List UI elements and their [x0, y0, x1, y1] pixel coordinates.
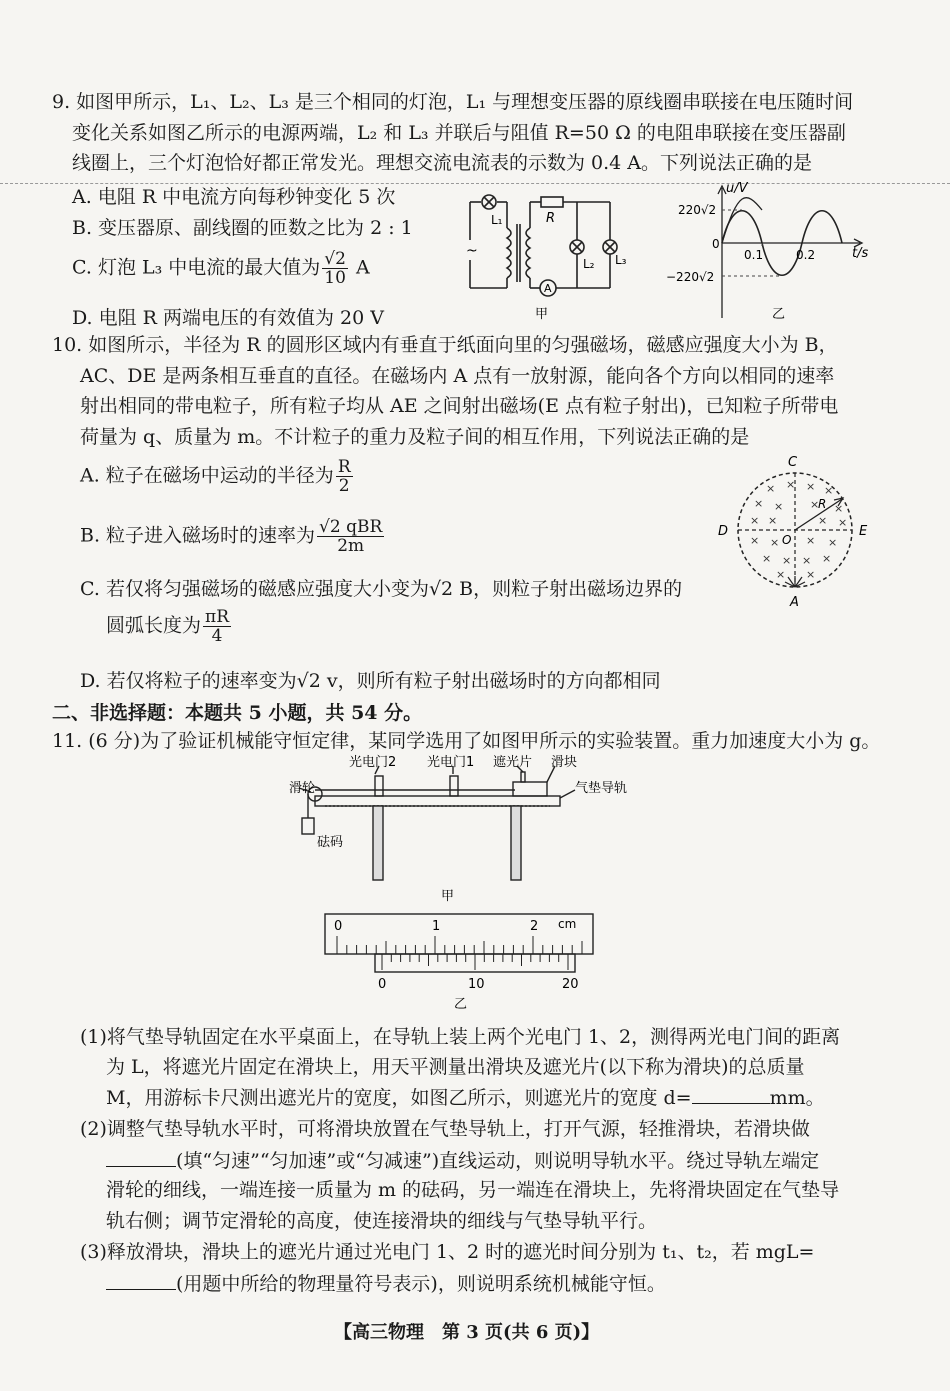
q9-voltage-graph [660, 180, 885, 325]
q10-option-c-fraction [203, 608, 231, 645]
answer-blank-width[interactable] [692, 1085, 770, 1104]
graph-caption: 乙 [772, 307, 786, 322]
svg-text:×: × [838, 516, 848, 529]
svg-text:×: × [774, 500, 784, 513]
q10-option-c-line1: C. 若仅将匀强磁场的磁感应强度大小变为√2 B，则粒子射出磁场边界的 [80, 578, 683, 600]
q11-p1-unit: mm。 [769, 1087, 825, 1109]
apparatus-weight-label: 砝码 [317, 835, 344, 850]
apparatus-shade-label: 遮光片 [493, 755, 533, 770]
q11-p1-line-2: 为 L，将遮光片固定在滑块上，用天平测量出滑块及遮光片(以下称为滑块)的总质量 [106, 1056, 805, 1078]
q11-p1-line-3 [106, 1085, 825, 1110]
svg-text:×: × [818, 514, 828, 527]
circuit-l2-label: L₂ [583, 257, 595, 271]
q11-caliper-diagram [320, 908, 600, 1013]
q11-p1-line-1: (1)将气垫导轨固定在水平桌面上，在导轨上装上两个光电门 1、2，测得两光电门间的距离 [80, 1026, 841, 1048]
apparatus-gate2-label: 光电门2 [349, 755, 397, 770]
field-point-d: D [718, 524, 729, 539]
svg-text:×: × [824, 484, 834, 497]
field-radius-r: R [818, 497, 827, 511]
graph-y-axis-label: u/V [726, 181, 748, 196]
q9-line-3: 线圈上，三个灯泡恰好都正常发光。理想交流电流表的示数为 0.4 A。下列说法正确的是 [72, 152, 813, 174]
q10-a-num: R [337, 457, 351, 477]
field-point-e: E [859, 524, 868, 539]
svg-text:×: × [806, 480, 816, 493]
radiation-source-icon [785, 576, 805, 587]
q11-p2-line-4: 轨右侧；调节定滑轮的高度，使连接滑块的细线与气垫导轨平行。 [106, 1210, 658, 1232]
graph-x-axis-label: t/s [852, 246, 869, 261]
q9-option-c [72, 250, 370, 287]
section-2-heading: 二、非选择题：本题共 5 小题，共 54 分。 [52, 702, 423, 724]
q10-b-den: 2m [337, 536, 365, 556]
q11-p3-line-2 [106, 1271, 666, 1296]
q9-option-c-prefix: C. 灯泡 L₃ 中电流的最大值为 [72, 256, 321, 279]
apparatus-pulley-label: 滑轮 [289, 781, 316, 796]
svg-text:×: × [810, 498, 820, 511]
q11-p2-line-2-text: (填“匀速”“匀加速”或“匀减速”)直线运动，则说明导轨水平。绕过导轨左端定 [176, 1150, 820, 1172]
q10-option-a-fraction [336, 458, 353, 495]
apparatus-rail-label: 气垫导轨 [575, 781, 628, 796]
q9-option-c-fraction [322, 250, 348, 287]
circuit-r-label: R [546, 211, 556, 226]
apparatus-caption: 甲 [441, 889, 455, 904]
page-footer: 【高三物理 第 3 页(共 6 页)】 [334, 1322, 600, 1343]
apparatus-slider-label: 滑块 [551, 755, 578, 770]
q11-p2-line-2 [106, 1148, 819, 1173]
q11-p2-line-3: 滑轮的细线，一端连接一质量为 m 的砝码，另一端连在滑块上，先将滑块固定在气垫导 [106, 1179, 840, 1201]
q10-field-diagram [710, 452, 880, 612]
svg-text:×: × [762, 552, 772, 565]
graph-tick-0-2: 0.2 [796, 248, 816, 262]
circuit-caption: 甲 [535, 307, 549, 322]
q9-c-num: √2 [324, 249, 346, 269]
q10-option-b-fraction [317, 518, 384, 555]
field-point-c: C [788, 455, 798, 470]
field-point-a: A [790, 595, 799, 610]
caliper-vernier-0: 0 [378, 977, 387, 992]
q10-option-c-prefix: 圆弧长度为 [106, 614, 202, 637]
q11-apparatus-diagram [285, 752, 640, 907]
caliper-caption: 乙 [454, 997, 468, 1012]
caliper-vernier-10: 10 [468, 977, 485, 992]
q10-b-num: √2 qBR [319, 517, 383, 537]
svg-text:×: × [802, 554, 812, 567]
svg-text:×: × [782, 554, 792, 567]
svg-text:×: × [834, 502, 844, 515]
q10-option-d: D. 若仅将粒子的速率变为√2 v，则所有粒子射出磁场时的方向都相同 [80, 670, 661, 692]
q9-line-1: 9. 如图甲所示，L₁、L₂、L₃ 是三个相同的灯泡，L₁ 与理想变压器的原线圈串联接在电压随时间 [52, 91, 854, 113]
q10-a-den: 2 [338, 476, 350, 496]
svg-text:×: × [768, 514, 778, 527]
q10-option-b-prefix: B. 粒子进入磁场时的速率为 [80, 524, 316, 547]
circuit-l3-label: L₃ [615, 253, 627, 267]
graph-y-min-label: −220√2 [666, 270, 715, 284]
svg-text:×: × [750, 534, 760, 547]
q10-line-3: 射出相同的带电粒子，所有粒子均从 AE 之间射出磁场(E 点有粒子射出)，已知粒子所带电 [80, 395, 839, 417]
q9-line-2: 变化关系如图乙所示的电源两端，L₂ 和 L₃ 并联后与阻值 R=50 Ω 的电阻串联接在变压器副 [72, 122, 846, 144]
circuit-l1-label: L₁ [491, 213, 503, 227]
apparatus-gate1-label: 光电门1 [427, 755, 475, 770]
caliper-main-2: 2 [530, 919, 539, 934]
answer-blank-motion[interactable] [106, 1148, 176, 1167]
q11-p3-line-1: (3)释放滑块，滑块上的遮光片通过光电门 1、2 时的遮光时间分别为 t₁、t₂，若 mgL= [80, 1241, 815, 1263]
q10-line-1: 10. 如图所示，半径为 R 的圆形区域内有垂直于纸面向里的匀强磁场，磁感应强度大小为 B， [52, 334, 838, 356]
caliper-main-1: 1 [432, 919, 441, 934]
svg-text:×: × [770, 536, 780, 549]
svg-text:×: × [766, 482, 776, 495]
q9-option-a: A. 电阻 R 中电流方向每秒钟变化 5 次 [72, 186, 396, 208]
q10-line-2: AC、DE 是两条相互垂直的直径。在磁场内 A 点有一放射源，能向各个方向以相同的速率 [80, 365, 835, 387]
q9-c-den: 10 [324, 268, 346, 288]
caliper-unit: cm [558, 917, 577, 931]
svg-text:×: × [822, 552, 832, 565]
q11-intro: 11. (6 分)为了验证机械能守恒定律，某同学选用了如图甲所示的实验装置。重力加速度大小为 g。 [52, 730, 881, 752]
q9-option-b: B. 变压器原、副线圈的匝数之比为 2 : 1 [72, 217, 413, 239]
q10-c-num: πR [205, 607, 229, 627]
svg-text:×: × [828, 536, 838, 549]
graph-tick-0-1: 0.1 [744, 248, 764, 262]
field-center-o: O [782, 533, 792, 547]
svg-text:×: × [806, 568, 816, 581]
graph-y-max-label: 220√2 [678, 203, 717, 217]
q10-line-4: 荷量为 q、质量为 m。不计粒子的重力及粒子间的相互作用，下列说法正确的是 [80, 426, 750, 448]
q9-circuit-diagram [455, 188, 625, 323]
q11-p2-line-1: (2)调整气垫导轨水平时，可将滑块放置在气垫导轨上，打开气源，轻推滑块，若滑块做 [80, 1118, 810, 1140]
q10-option-a [80, 458, 355, 495]
q10-option-b [80, 518, 386, 555]
q10-option-c-line2 [106, 608, 233, 645]
q10-c-den: 4 [211, 626, 223, 646]
svg-text:×: × [806, 534, 816, 547]
svg-text:×: × [776, 568, 786, 581]
graph-origin-label: 0 [712, 237, 720, 251]
q9-option-c-unit: A [349, 256, 370, 279]
answer-blank-energy[interactable] [106, 1271, 176, 1290]
circuit-ammeter-label: A [544, 282, 552, 295]
q11-p1-line-3-text: M，用游标卡尺测出遮光片的宽度，如图乙所示，则遮光片的宽度 d= [106, 1087, 692, 1109]
svg-text:×: × [754, 497, 764, 510]
q9-option-d: D. 电阻 R 两端电压的有效值为 20 V [72, 307, 384, 329]
svg-text:×: × [750, 514, 760, 527]
svg-text:×: × [786, 478, 796, 491]
q11-p3-line-2-text: (用题中所给的物理量符号表示)，则说明系统机械能守恒。 [176, 1273, 666, 1295]
q10-option-a-prefix: A. 粒子在磁场中运动的半径为 [80, 464, 334, 487]
caliper-vernier-20: 20 [562, 977, 579, 992]
caliper-main-0: 0 [334, 919, 343, 934]
circuit-ac-source-label: ~ [466, 243, 478, 259]
